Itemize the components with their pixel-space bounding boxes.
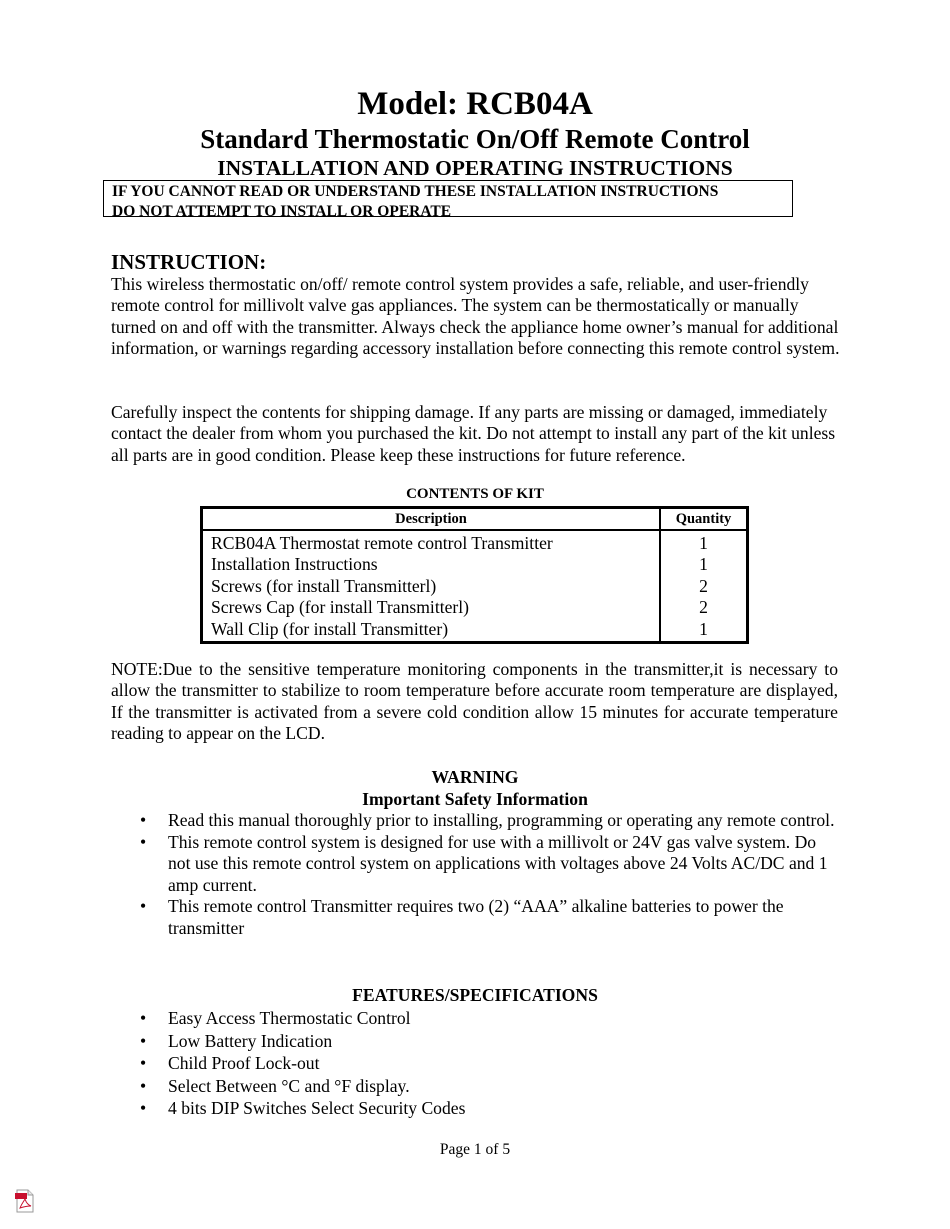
table-header-row [202, 508, 748, 531]
kit-caption: CONTENTS OF KIT [406, 486, 544, 502]
features-list [140, 1007, 840, 1120]
instructions-heading: INSTALLATION AND OPERATING INSTRUCTIONS [217, 156, 733, 180]
list-item-text: Child Proof Lock-out [168, 1053, 320, 1073]
list-item [140, 1007, 840, 1030]
bullet-icon: • [140, 1053, 147, 1073]
list-item [140, 832, 840, 897]
description-cell: Installation Instructions [202, 554, 661, 575]
column-header-quantity: Quantity [660, 508, 748, 531]
bullet-icon: • [140, 1075, 147, 1096]
list-item-text: 4 bits DIP Switches Select Security Codes [168, 1098, 466, 1118]
features-heading: FEATURES/SPECIFICATIONS [352, 985, 598, 1005]
description-cell: Wall Clip (for install Transmitter) [202, 619, 661, 643]
description-cell: Screws (for install Transmitterl) [202, 576, 661, 597]
table-row [202, 554, 748, 575]
warning-box-line-2: DO NOT ATTEMPT TO INSTALL OR OPERATE [112, 202, 452, 220]
instruction-heading: INSTRUCTION: [111, 250, 267, 274]
table-row [202, 576, 748, 597]
contents-of-kit-table [200, 506, 749, 644]
list-item-text: Easy Access Thermostatic Control [168, 1008, 411, 1028]
column-header-description: Description [202, 508, 661, 531]
table-row [202, 530, 748, 554]
list-item [140, 1030, 840, 1053]
page-title: Model: RCB04A [357, 86, 593, 122]
table-row [202, 597, 748, 618]
list-item-text: This remote control system is designed for use with a millivolt or 24V gas valve system. Do not use this remote control system on applications with voltages above 24 Volts AC/DC and 1 amp current. [168, 831, 828, 895]
list-item [140, 1097, 840, 1120]
list-item [140, 1075, 840, 1098]
pdf-document-icon [14, 1189, 36, 1213]
bullet-icon: • [140, 1008, 147, 1028]
safety-subheading: Important Safety Information [362, 789, 588, 809]
quantity-cell: 1 [699, 533, 708, 553]
list-item [140, 1052, 840, 1075]
list-item-text: Low Battery Indication [168, 1030, 333, 1051]
warning-box-line-1: IF YOU CANNOT READ OR UNDERSTAND THESE INSTALLATION INSTRUCTIONS [112, 183, 719, 200]
list-item-text: Select Between °C and °F display. [168, 1075, 410, 1096]
list-item [140, 810, 840, 832]
instruction-paragraph-1: This wireless thermostatic on/off/ remote control system provides a safe, reliable, and user-friendly remote control for millivolt valve gas appliances. The system can be thermostatically or manually turned on and off with the transmitter. Always check the appliance home owner’s manual for additional information, or warnings regarding accessory installation before connecting this remote control system. [111, 274, 840, 359]
page-subtitle: Standard Thermostatic On/Off Remote Control [200, 124, 750, 154]
bullet-icon: • [140, 1030, 147, 1051]
instruction-paragraph-2: Carefully inspect the contents for shipping damage. If any parts are missing or damaged, immediately contact the dealer from whom you purchased the kit. Do not attempt to install any part of the kit unless all parts are in good condition. Please keep these instructions for future reference. [111, 402, 836, 465]
quantity-cell: 2 [699, 597, 708, 618]
quantity-cell: 1 [699, 554, 708, 575]
bullet-icon: • [140, 1098, 147, 1118]
list-item [140, 896, 840, 939]
bullet-icon: • [140, 810, 147, 830]
page-number: Page 1 of 5 [439, 1141, 511, 1158]
bullet-icon: • [140, 896, 147, 917]
bullet-icon: • [140, 831, 147, 852]
table-row [202, 619, 748, 643]
warning-box [103, 180, 793, 220]
safety-list [140, 810, 840, 940]
quantity-cell: 1 [699, 618, 708, 639]
list-item-text: This remote control Transmitter requires two (2) “AAA” alkaline batteries to power the transmitter [168, 896, 784, 938]
description-cell: Screws Cap (for install Transmitterl) [202, 597, 661, 618]
list-item-text: Read this manual thoroughly prior to installing, programming or operating any remote control. [168, 810, 835, 830]
quantity-cell: 2 [699, 575, 708, 596]
description-cell: RCB04A Thermostat remote control Transmitter [202, 530, 661, 554]
warning-heading: WARNING [431, 767, 519, 787]
note-paragraph: NOTE:Due to the sensitive temperature monitoring components in the transmitter,it is necessary to allow the transmitter to stabilize to room temperature before accurate room temperature are displayed, If the transmitter is activated from a severe cold condition allow 15 minutes for accurate temperature reading to appear on the LCD. [111, 659, 838, 744]
